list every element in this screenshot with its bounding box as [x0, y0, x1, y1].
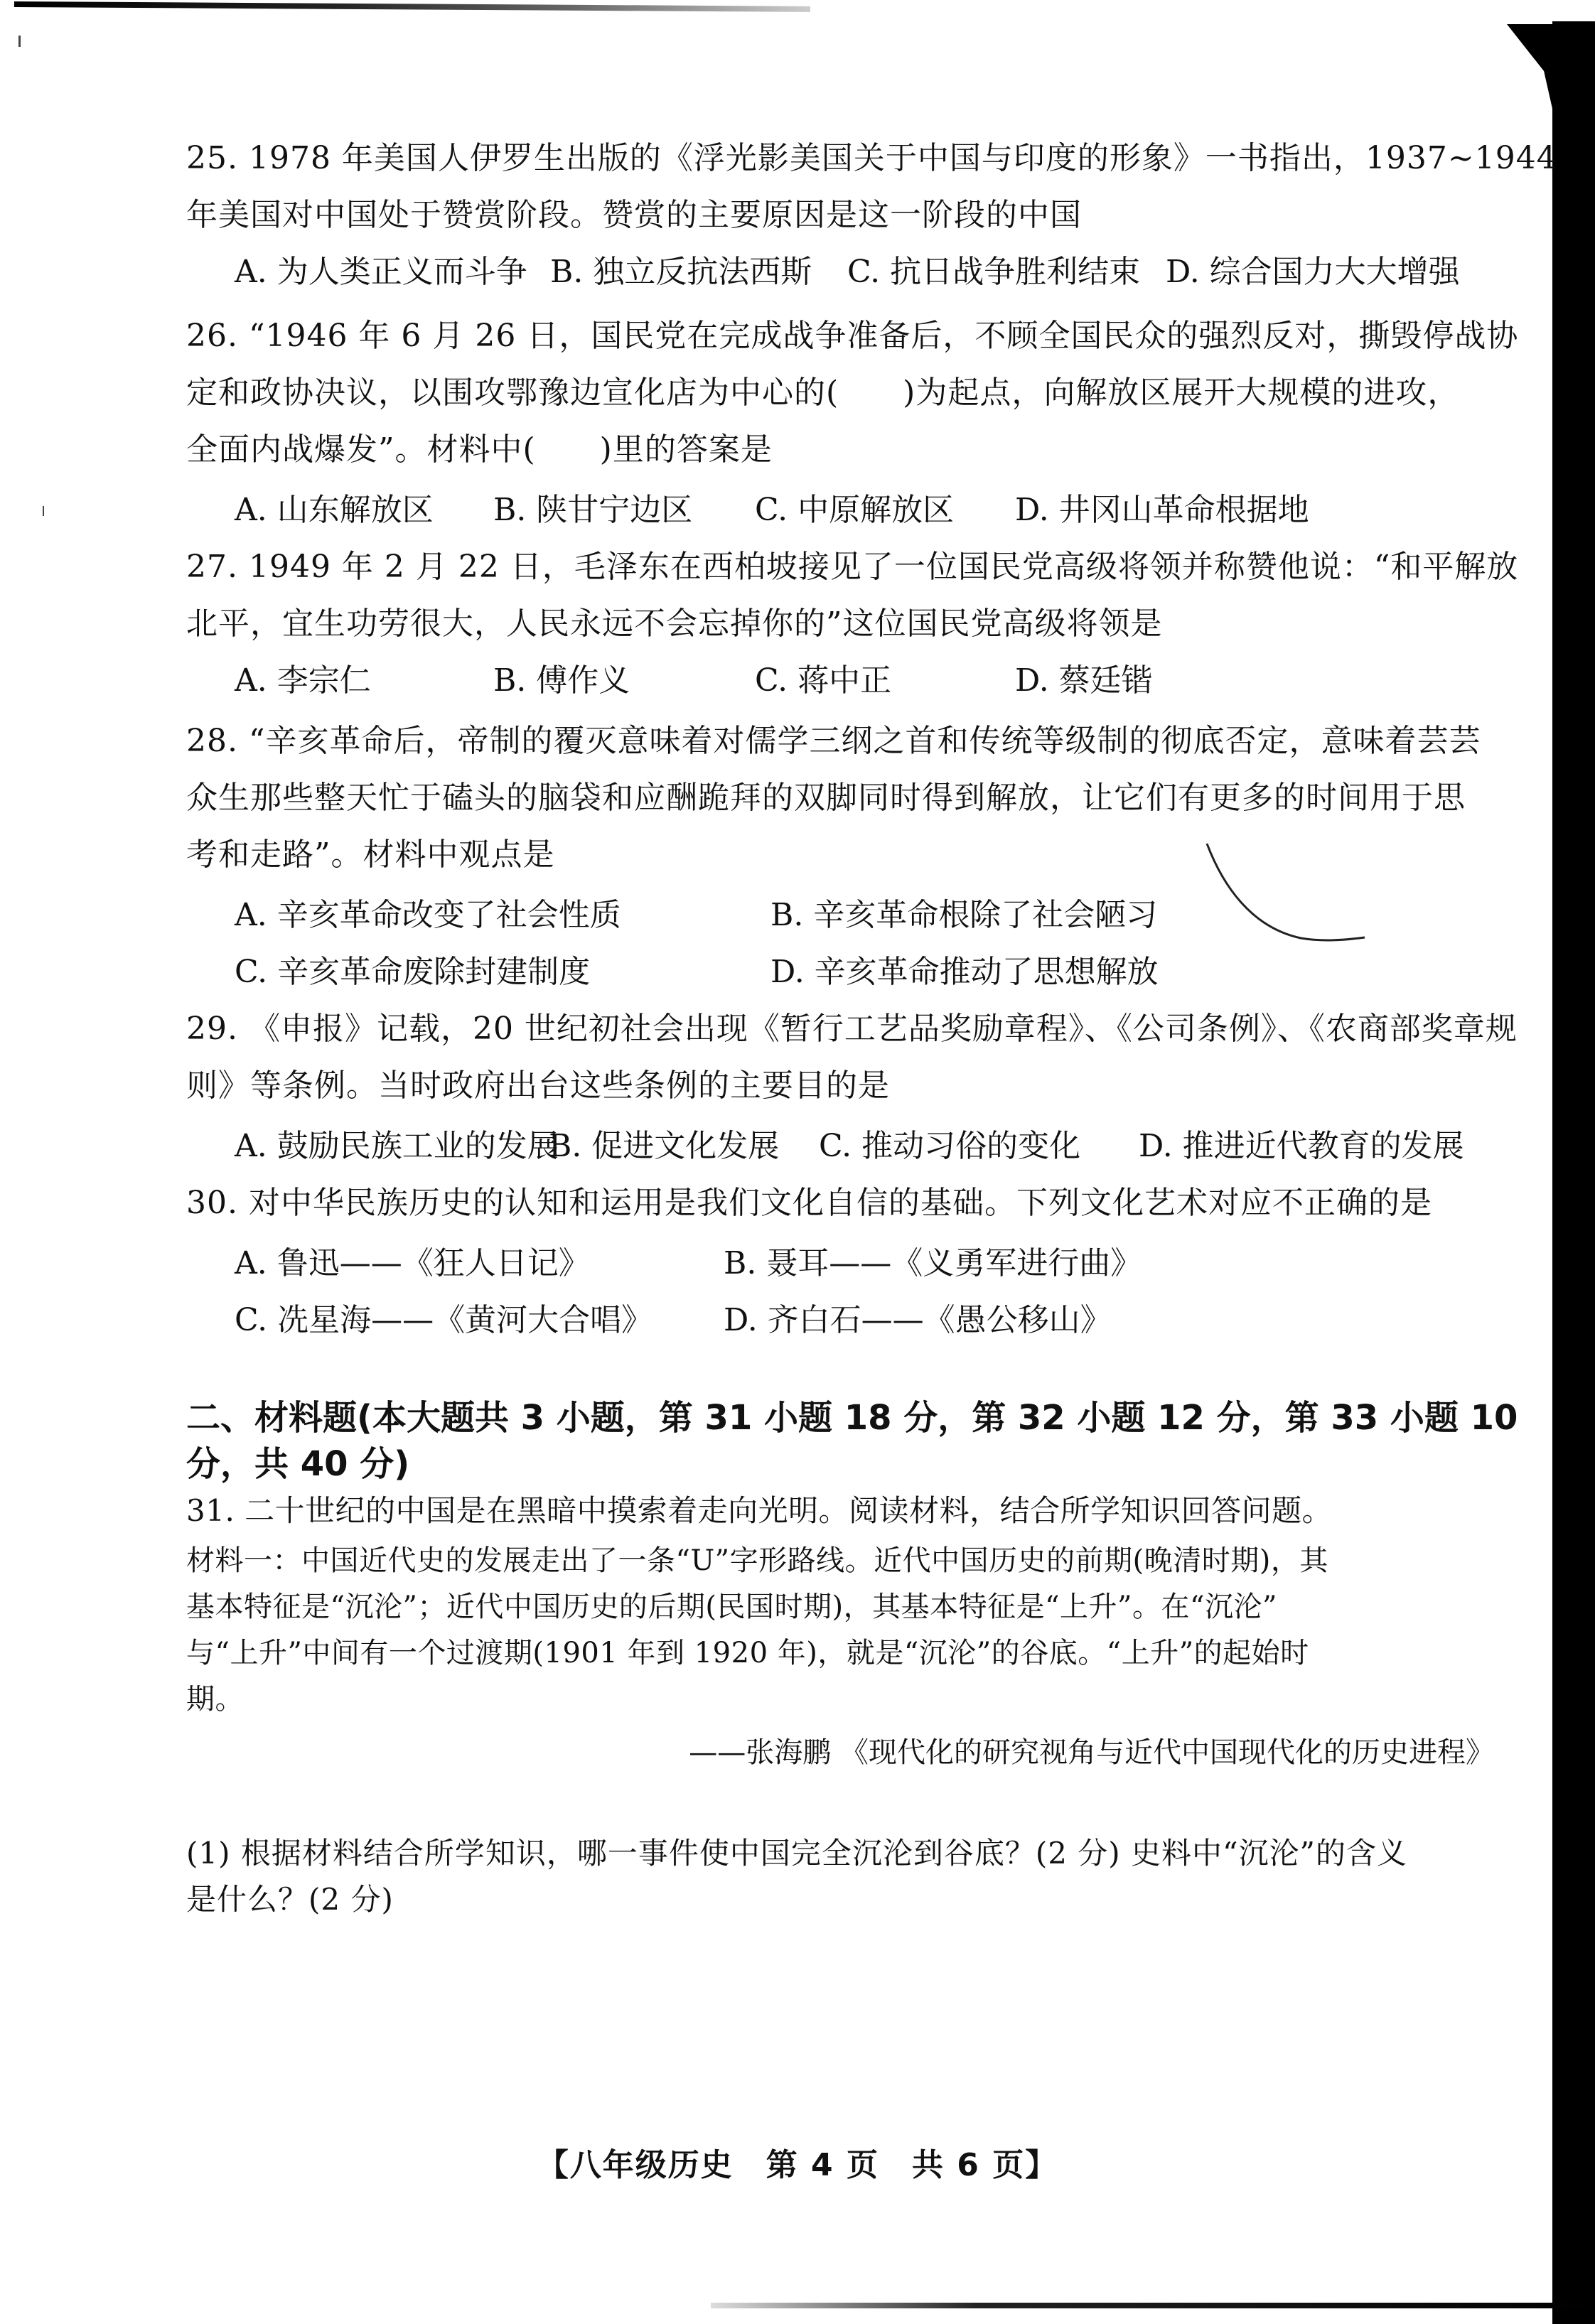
- option-b: B. 独立反抗法西斯: [550, 254, 812, 290]
- option-b: B. 辛亥革命根除了社会陋习: [770, 897, 1158, 933]
- question-text: 全面内战爆发”。材料中( )里的答案是: [186, 431, 773, 468]
- question-text: 26. “1946 年 6 月 26 日，国民党在完成战争准备后，不顾全国民众的强烈反对，撕毁停战协: [186, 318, 1519, 354]
- question-text: 考和走路”。材料中观点是: [186, 836, 555, 873]
- scan-edge-bottom: [711, 2303, 1595, 2308]
- section-title: 二、材料题(本大题共 3 小题，第 31 小题 18 分，第 32 小题 12 分，第 33 小题 10: [186, 1398, 1518, 1438]
- material-citation: ——张海鹏 《现代化的研究视角与近代中国现代化的历史进程》: [689, 1736, 1494, 1769]
- option-a: A. 鼓励民族工业的发展: [235, 1128, 559, 1164]
- option-b: B. 促进文化发展: [549, 1128, 780, 1164]
- section-title: 分，共 40 分): [186, 1444, 410, 1484]
- option-b: B. 傅作义: [493, 662, 630, 699]
- pen-stroke-mark: [1201, 842, 1372, 949]
- option-d: D. 井冈山革命根据地: [1015, 492, 1309, 528]
- option-b: B. 陕甘宁边区: [493, 492, 693, 528]
- question-text: 众生那些整天忙于磕头的脑袋和应酬跪拜的双脚同时得到解放，让它们有更多的时间用于思: [186, 780, 1466, 816]
- scan-edge-top: [14, 1, 810, 12]
- material-one-text: 材料一：中国近代史的发展走出了一条“U”字形路线。近代中国历史的前期(晚清时期)，其: [186, 1544, 1328, 1577]
- question-text: 30. 对中华民族历史的认知和运用是我们文化自信的基础。下列文化艺术对应不正确的是: [186, 1185, 1432, 1221]
- option-d: D. 推进近代教育的发展: [1139, 1128, 1464, 1164]
- option-a: A. 为人类正义而斗争: [235, 254, 527, 290]
- margin-mark: [43, 506, 44, 516]
- option-a: A. 辛亥革命改变了社会性质: [235, 897, 621, 933]
- question-text: 27. 1949 年 2 月 22 日，毛泽东在西柏坡接见了一位国民党高级将领并称赞他说：“和平解放: [186, 549, 1519, 585]
- question-text: 北平，宜生功劳很大，人民永远不会忘掉你的”这位国民党高级将领是: [186, 606, 1163, 642]
- material-one-text: 期。: [186, 1683, 244, 1716]
- option-b: B. 聂耳——《义勇军进行曲》: [724, 1245, 1142, 1281]
- option-c: C. 辛亥革命废除封建制度: [235, 954, 591, 990]
- question-text: 28. “辛亥革命后，帝制的覆灭意味着对儒学三纲之首和传统等级制的彻底否定，意味着芸芸: [186, 723, 1481, 759]
- question-text: 25. 1978 年美国人伊罗生出版的《浮光影美国关于中国与印度的形象》一书指出，1937~1944: [186, 140, 1557, 176]
- option-a: A. 山东解放区: [235, 492, 434, 528]
- option-c: C. 中原解放区: [755, 492, 955, 528]
- sub-question-1: 是什么？(2 分): [186, 1882, 394, 1917]
- option-a: A. 鲁迅——《狂人日记》: [235, 1245, 590, 1281]
- option-c: C. 抗日战争胜利结束: [847, 254, 1141, 290]
- option-d: D. 综合国力大大增强: [1166, 254, 1460, 290]
- option-c: C. 推动习俗的变化: [819, 1128, 1081, 1164]
- option-c: C. 冼星海——《黄河大合唱》: [235, 1302, 653, 1338]
- question-text: 定和政协决议，以围攻鄂豫边宣化店为中心的( )为起点，向解放区展开大规模的进攻，: [186, 375, 1460, 411]
- question-text: 则》等条例。当时政府出台这些条例的主要目的是: [186, 1067, 890, 1104]
- question-text: 年美国对中国处于赞赏阶段。赞赏的主要原因是这一阶段的中国: [186, 197, 1082, 233]
- option-a: A. 李宗仁: [235, 662, 371, 699]
- material-one-text: 基本特征是“沉沦”；近代中国历史的后期(民国时期)，其基本特征是“上升”。在“沉沦”: [186, 1591, 1277, 1623]
- sub-question-1: (1) 根据材料结合所学知识，哪一事件使中国完全沉沦到谷底？(2 分) 史料中“沉沦”的含义: [186, 1836, 1407, 1871]
- option-d: D. 辛亥革命推动了思想解放: [770, 954, 1159, 990]
- scan-edge-right-strip: [1552, 21, 1595, 2324]
- margin-mark: [18, 36, 21, 47]
- option-d: D. 齐白石——《愚公移山》: [724, 1302, 1112, 1338]
- page-footer: 【八年级历史 第 4 页 共 6 页】: [537, 2147, 1058, 2183]
- question-text: 29. 《申报》记载，20 世纪初社会出现《暂行工艺品奖励章程》、《公司条例》、《农商部奖章规: [186, 1011, 1518, 1047]
- question-31-intro: 31. 二十世纪的中国是在黑暗中摸索着走向光明。阅读材料，结合所学知识回答问题。: [186, 1493, 1333, 1528]
- option-d: D. 蔡廷锴: [1015, 662, 1153, 699]
- material-one-text: 与“上升”中间有一个过渡期(1901 年到 1920 年)，就是“沉沦”的谷底。“上升”的起始时: [186, 1637, 1309, 1669]
- option-c: C. 蒋中正: [755, 662, 892, 699]
